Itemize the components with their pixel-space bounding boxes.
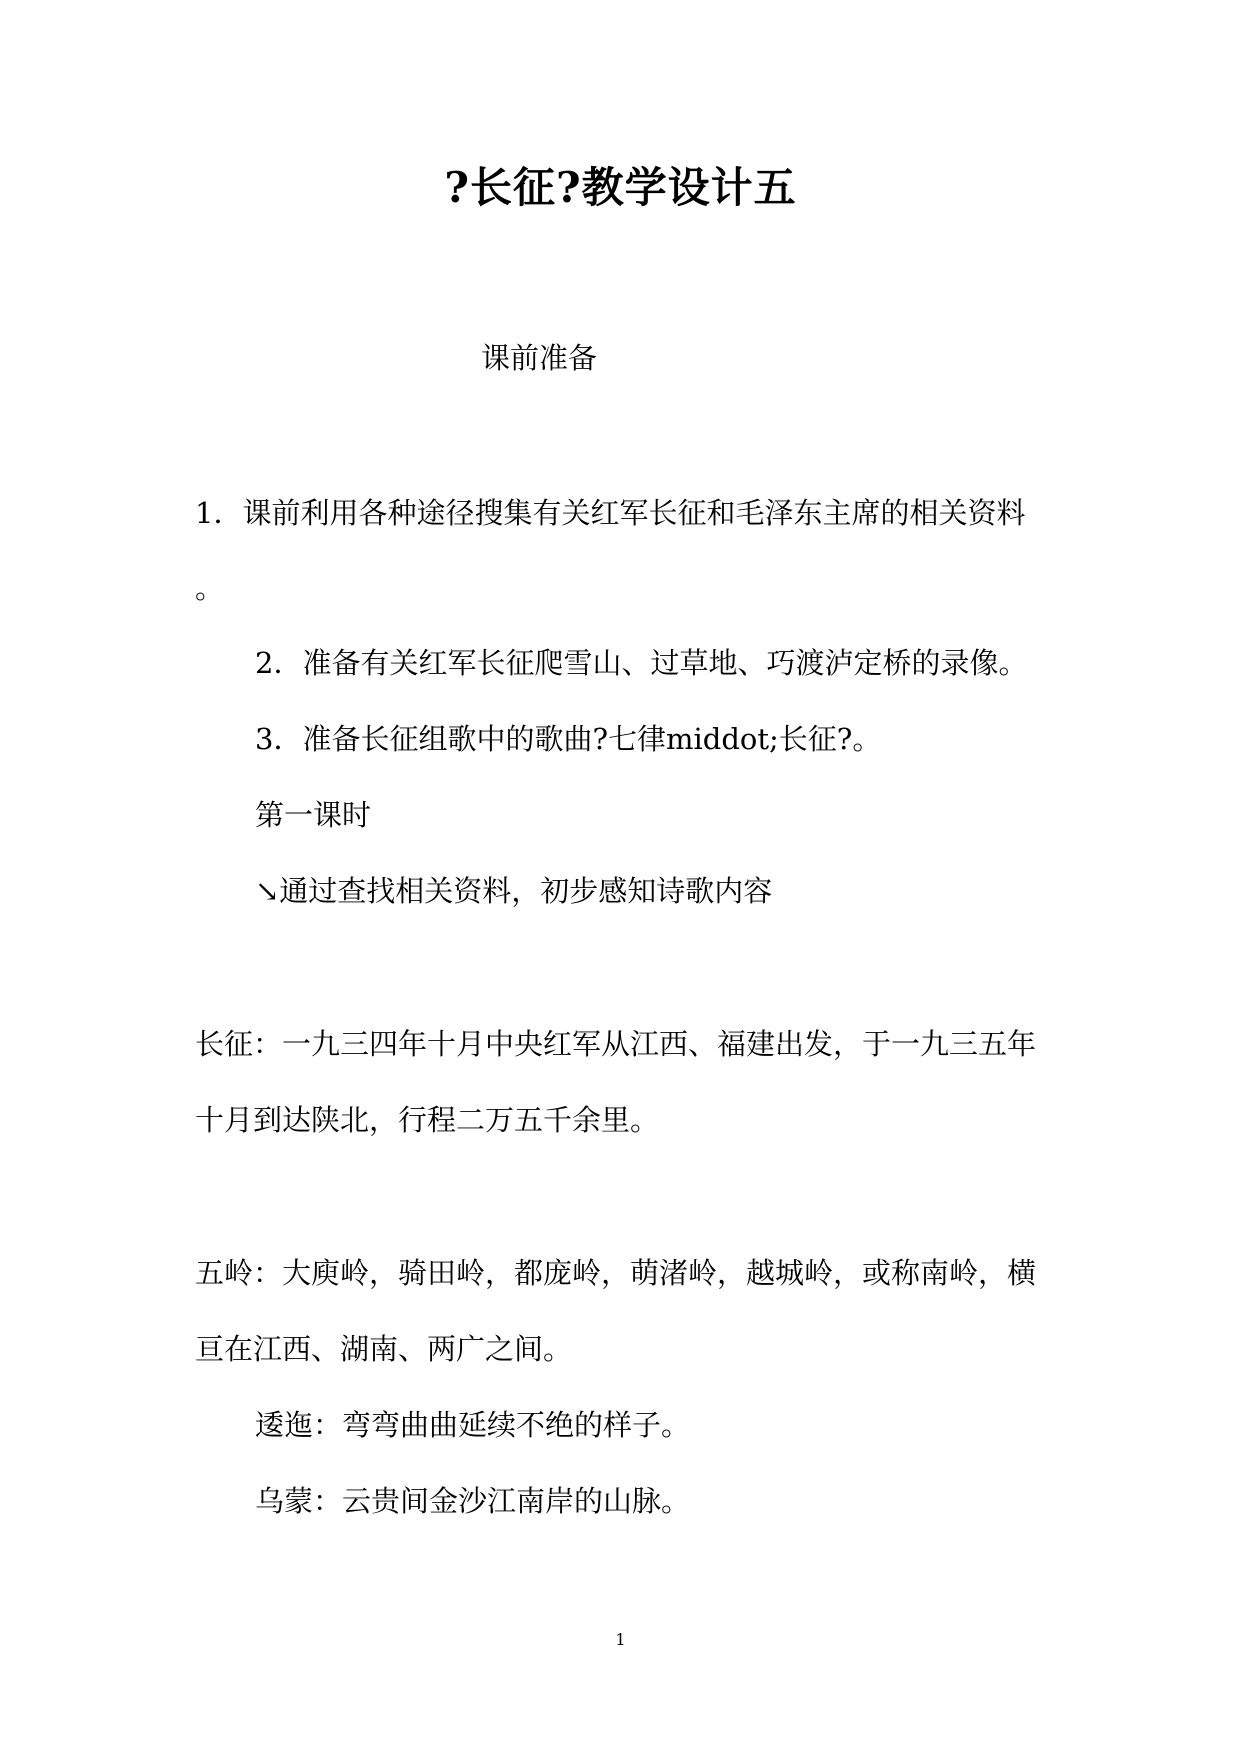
paragraph-line: 亘在江西、湖南、两广之间。 bbox=[195, 1332, 573, 1366]
paragraph-line: 十月到达陕北，行程二万五千余里。 bbox=[195, 1103, 660, 1137]
paragraph-line: 。 bbox=[195, 571, 225, 605]
lesson-heading: 第一课时 bbox=[255, 798, 372, 832]
page-number: 1 bbox=[615, 1630, 626, 1649]
section-heading: 课前准备 bbox=[481, 341, 598, 375]
paragraph-line: 五岭：大庾岭，骑田岭，都庞岭，萌渚岭，越城岭，或称南岭，横 bbox=[195, 1256, 1037, 1290]
paragraph-line: 逶迤：弯弯曲曲延续不绝的样子。 bbox=[255, 1408, 691, 1442]
document-title: ?长征?教学设计五 bbox=[444, 163, 797, 212]
paragraph-line: 1．课前利用各种途径搜集有关红军长征和毛泽东主席的相关资料 bbox=[195, 496, 1026, 530]
paragraph-line: 乌蒙：云贵间金沙江南岸的山脉。 bbox=[255, 1484, 691, 1518]
paragraph-line: 3．准备长征组歌中的歌曲?七律middot;长征?。 bbox=[255, 722, 882, 756]
paragraph-line: 2．准备有关红军长征爬雪山、过草地、巧渡泸定桥的录像。 bbox=[255, 646, 1028, 680]
paragraph-line: 长征：一九三四年十月中央红军从江西、福建出发，于一九三五年 bbox=[195, 1027, 1037, 1061]
paragraph-line: ↘通过查找相关资料，初步感知诗歌内容 bbox=[255, 874, 773, 908]
